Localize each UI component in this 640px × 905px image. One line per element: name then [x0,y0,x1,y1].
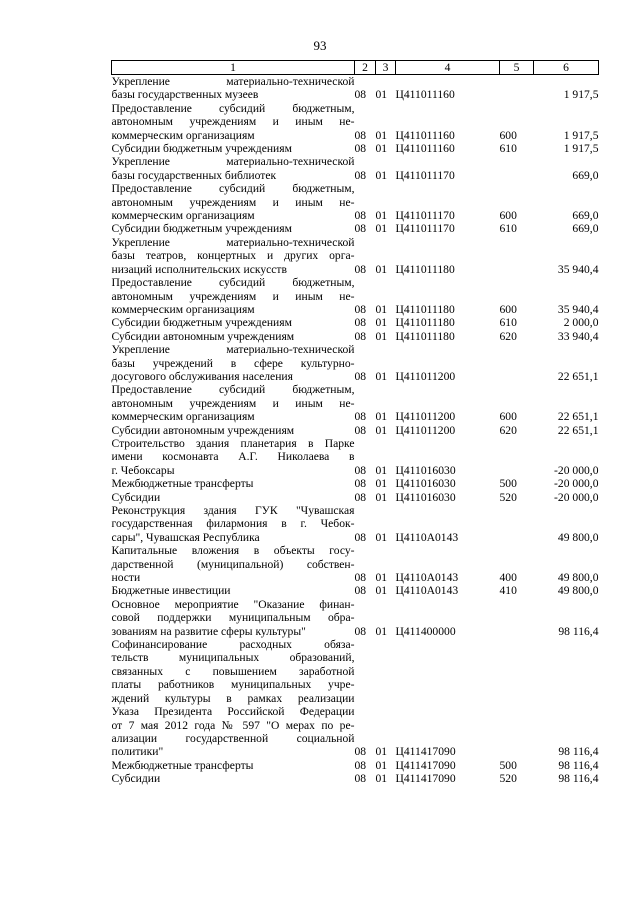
header-row [112,61,599,75]
row-name [112,155,355,182]
row-name [112,759,355,772]
table-row [112,75,599,102]
row-name-line: платы работников муниципальных учре- [111,678,355,692]
row-expense-type: 520 [499,772,517,786]
row-amount: 35 940,4 [557,302,599,316]
row-name [112,638,355,759]
row-name [112,424,355,437]
row-name-line: коммерческим организациям [111,209,255,223]
table-row [112,383,599,423]
row-expense-type: 600 [499,128,517,142]
row-name-line: Укрепление материально-технической [111,155,355,169]
row-name-line: связанных с повышением заработной [111,664,355,678]
row-amount: 33 940,4 [557,329,599,343]
row-section: 08 [354,142,367,156]
row-expense-type [500,638,534,759]
row-section: 08 [354,772,367,786]
row-target-code: Ц411417090 [395,758,456,772]
table-row [112,276,599,316]
budget-table [111,60,599,786]
row-expense-type [500,343,534,383]
row-section: 08 [354,262,367,276]
row-expense-type: 610 [499,142,517,156]
row-target-code: Ц411016030 [395,490,456,504]
row-section: 08 [354,209,367,223]
row-amount: 2 000,0 [563,316,599,330]
table-row [112,491,599,504]
page-number: 93 [313,38,327,53]
row-expense-type: 610 [499,316,517,330]
row-amount: 49 800,0 [557,584,599,598]
header-col-3: 3 [376,61,396,75]
table-row [112,316,599,329]
table-row [112,598,599,638]
row-name [112,491,355,504]
row-name-line: тельств муниципальных образований, [111,651,355,665]
row-amount: 98 116,4 [558,758,599,772]
row-name-line: дарственной (муниципальной) собствен- [111,557,355,571]
row-name-line: Межбюджетные трансферты [111,477,254,491]
row-subsection: 01 [375,410,388,424]
row-name-line: государственная филармония в г. Чебок- [111,517,355,531]
row-amount: 98 116,4 [558,745,599,759]
row-name [112,383,355,423]
row-name-line: досугового обслуживания населения [111,369,293,383]
row-name-line: зованиям на развитие сферы культуры" [111,624,306,638]
table-body [112,75,599,786]
table-row [112,772,599,785]
row-name-line: ности [111,571,141,585]
table-row [112,330,599,343]
row-subsection: 01 [375,329,388,343]
row-name-line: Капитальные вложения в объекты госу- [111,544,355,558]
row-name-line: коммерческим организациям [111,128,255,142]
row-amount: -20 000,0 [554,463,599,477]
row-amount: 669,0 [572,222,599,236]
row-amount: 22 651,1 [557,369,599,383]
row-expense-type [500,75,534,102]
row-subsection: 01 [375,142,388,156]
row-name-line: автономным учреждениям и иным не- [111,289,355,303]
table-row [112,544,599,584]
row-section: 08 [354,758,367,772]
row-name-line: коммерческим организациям [111,410,255,424]
table-row [112,759,599,772]
row-target-code: Ц411011180 [395,262,455,276]
row-target-code: Ц411417090 [395,772,456,786]
row-target-code: Ц411011180 [395,302,455,316]
row-subsection: 01 [375,262,388,276]
row-name-line: Укрепление материально-технической [111,75,355,88]
row-name-line: базы государственных музеев [111,88,259,102]
row-section: 08 [354,88,367,102]
table-row [112,343,599,383]
row-name-line: сары", Чувашская Республика [111,530,260,544]
row-target-code: Ц4110А0143 [395,571,459,585]
row-name-line: базы учреждений в сфере культурно- [111,356,355,370]
row-target-code: Ц411400000 [395,624,456,638]
row-subsection: 01 [375,222,388,236]
row-section: 08 [354,530,367,544]
row-target-code: Ц411011170 [395,222,455,236]
row-subsection: 01 [375,128,388,142]
row-target-code: Ц411011160 [395,142,455,156]
row-amount: 669,0 [572,168,599,182]
table-row [112,155,599,182]
row-section: 08 [354,316,367,330]
row-target-code: Ц411011160 [395,128,455,142]
row-amount: 35 940,4 [557,262,599,276]
row-name [112,182,355,222]
row-expense-type [500,236,534,276]
table-row [112,102,599,142]
row-expense-type [500,504,534,544]
row-target-code: Ц411011180 [395,329,455,343]
row-expense-type: 600 [499,209,517,223]
row-name-line: имени космонавта А.Г. Николаева в [111,450,355,464]
row-name [112,544,355,584]
row-expense-type [500,437,534,477]
row-name-line: низаций исполнительских искусств [111,262,287,276]
header-col-6: 6 [534,61,599,75]
row-amount: 1 917,5 [563,128,599,142]
row-name [112,330,355,343]
row-section: 08 [354,745,367,759]
row-subsection: 01 [375,745,388,759]
row-section: 08 [354,302,367,316]
row-name-line: базы государственных библиотек [111,168,277,182]
row-section: 08 [354,410,367,424]
header-col-1: 1 [112,61,355,75]
row-subsection: 01 [375,88,388,102]
row-target-code: Ц411011200 [395,410,456,424]
table-row [112,236,599,276]
row-name-line: Субсидии бюджетным учреждениям [111,316,292,330]
row-target-code: Ц4110А0143 [395,584,459,598]
row-name [112,276,355,316]
row-target-code: Ц411011160 [395,88,455,102]
row-subsection: 01 [375,423,388,437]
row-section: 08 [354,168,367,182]
row-target-code: Ц411011180 [395,316,455,330]
row-subsection: 01 [375,209,388,223]
row-expense-type: 620 [499,423,517,437]
row-name [112,75,355,102]
row-subsection: 01 [375,463,388,477]
row-name [112,222,355,235]
table-row [112,477,599,490]
row-subsection: 01 [375,530,388,544]
row-name-line: совой поддержки муниципальным обра- [111,611,355,625]
table-row [112,182,599,222]
row-expense-type: 400 [499,571,517,585]
row-expense-type: 520 [499,490,517,504]
row-name-line: Бюджетные инвестиции [111,584,231,598]
row-amount: 98 116,4 [558,772,599,786]
row-name-line: ждений культуры в рамках реализации [111,691,355,705]
row-name-line: Предоставление субсидий бюджетным, [111,182,355,196]
table-row [112,222,599,235]
header-col-5: 5 [500,61,534,75]
row-name-line: ализации государственной социальной [111,731,355,745]
row-name [112,598,355,638]
row-name-line: автономным учреждениям и иным не- [111,115,355,129]
row-target-code: Ц411016030 [395,463,456,477]
row-section: 08 [354,624,367,638]
row-subsection: 01 [375,168,388,182]
row-name [112,236,355,276]
table-row [112,424,599,437]
row-name-line: автономным учреждениям и иным не- [111,396,355,410]
row-section: 08 [354,490,367,504]
row-subsection: 01 [375,772,388,786]
row-name-line: Межбюджетные трансферты [111,758,254,772]
row-target-code: Ц411011200 [395,369,456,383]
row-subsection: 01 [375,490,388,504]
row-name-line: Субсидии [111,772,161,786]
row-subsection: 01 [375,624,388,638]
row-target-code: Ц411417090 [395,745,456,759]
row-amount: 22 651,1 [557,410,599,424]
row-section: 08 [354,128,367,142]
row-expense-type: 500 [499,477,517,491]
row-expense-type: 410 [499,584,517,598]
row-name-line: от 7 мая 2012 года № 597 "О мерах по ре- [111,718,355,732]
row-name-line: Субсидии бюджетным учреждениям [111,222,292,236]
row-name-line: Субсидии автономным учреждениям [111,423,295,437]
row-subsection: 01 [375,758,388,772]
row-amount: 669,0 [572,209,599,223]
row-name-line: Основное мероприятие "Оказание финан- [111,597,355,611]
row-amount: -20 000,0 [554,490,599,504]
row-expense-type [500,155,534,182]
row-subsection: 01 [375,302,388,316]
row-name-line: Реконструкция здания ГУК "Чувашская [111,504,355,517]
table-row [112,142,599,155]
row-target-code: Ц411011200 [395,423,456,437]
row-subsection: 01 [375,369,388,383]
row-section: 08 [354,477,367,491]
row-name-line: г. Чебоксары [111,463,175,477]
row-name-line: Предоставление субсидий бюджетным, [111,383,355,397]
row-amount: -20 000,0 [554,477,599,491]
row-amount: 98 116,4 [558,624,599,638]
row-section: 08 [354,463,367,477]
row-name-line: Софинансирование расходных обяза- [111,638,355,652]
row-name [112,142,355,155]
row-name-line: Предоставление субсидий бюджетным, [111,276,355,290]
row-name-line: коммерческим организациям [111,302,255,316]
row-expense-type: 600 [499,410,517,424]
row-name [112,772,355,785]
row-amount: 1 917,5 [563,142,599,156]
table-row [112,504,599,544]
table-row [112,584,599,597]
row-expense-type: 600 [499,302,517,316]
table-header [112,61,599,75]
row-name [112,316,355,329]
row-amount: 22 651,1 [557,423,599,437]
row-subsection: 01 [375,584,388,598]
row-target-code: Ц411011170 [395,168,455,182]
row-name-line: Субсидии автономным учреждениям [111,329,295,343]
row-section: 08 [354,369,367,383]
row-name-line: Укрепление материально-технической [111,235,355,249]
row-name [112,437,355,477]
row-expense-type: 620 [499,329,517,343]
table-row [112,638,599,759]
header-col-2: 2 [355,61,376,75]
row-name-line: Субсидии бюджетным учреждениям [111,142,292,156]
row-name-line: Указа Президента Российской Федерации [111,705,355,719]
row-name-line: Субсидии [111,490,161,504]
header-col-4: 4 [396,61,500,75]
row-subsection: 01 [375,571,388,585]
row-name-line: Укрепление материально-технической [111,343,355,357]
row-target-code: Ц411011170 [395,209,455,223]
row-name [112,477,355,490]
row-name [112,102,355,142]
row-name-line: Предоставление субсидий бюджетным, [111,101,355,115]
row-target-code: Ц4110А0143 [395,530,459,544]
row-name [112,504,355,544]
row-expense-type: 610 [499,222,517,236]
row-section: 08 [354,571,367,585]
table-row [112,437,599,477]
row-section: 08 [354,423,367,437]
row-name-line: политики" [111,745,164,759]
row-name-line: автономным учреждениям и иным не- [111,195,355,209]
row-section: 08 [354,222,367,236]
row-section: 08 [354,584,367,598]
row-target-code: Ц411016030 [395,477,456,491]
row-name-line: базы театров, концертных и других орга- [111,249,355,263]
row-amount: 1 917,5 [563,88,599,102]
row-amount: 49 800,0 [557,530,599,544]
row-expense-type: 500 [499,758,517,772]
row-subsection: 01 [375,477,388,491]
row-section: 08 [354,329,367,343]
row-expense-type [500,598,534,638]
row-name-line: Строительство здания планетария в Парке [111,436,355,450]
row-name [112,343,355,383]
row-subsection: 01 [375,316,388,330]
row-name [112,584,355,597]
row-amount: 49 800,0 [557,571,599,585]
